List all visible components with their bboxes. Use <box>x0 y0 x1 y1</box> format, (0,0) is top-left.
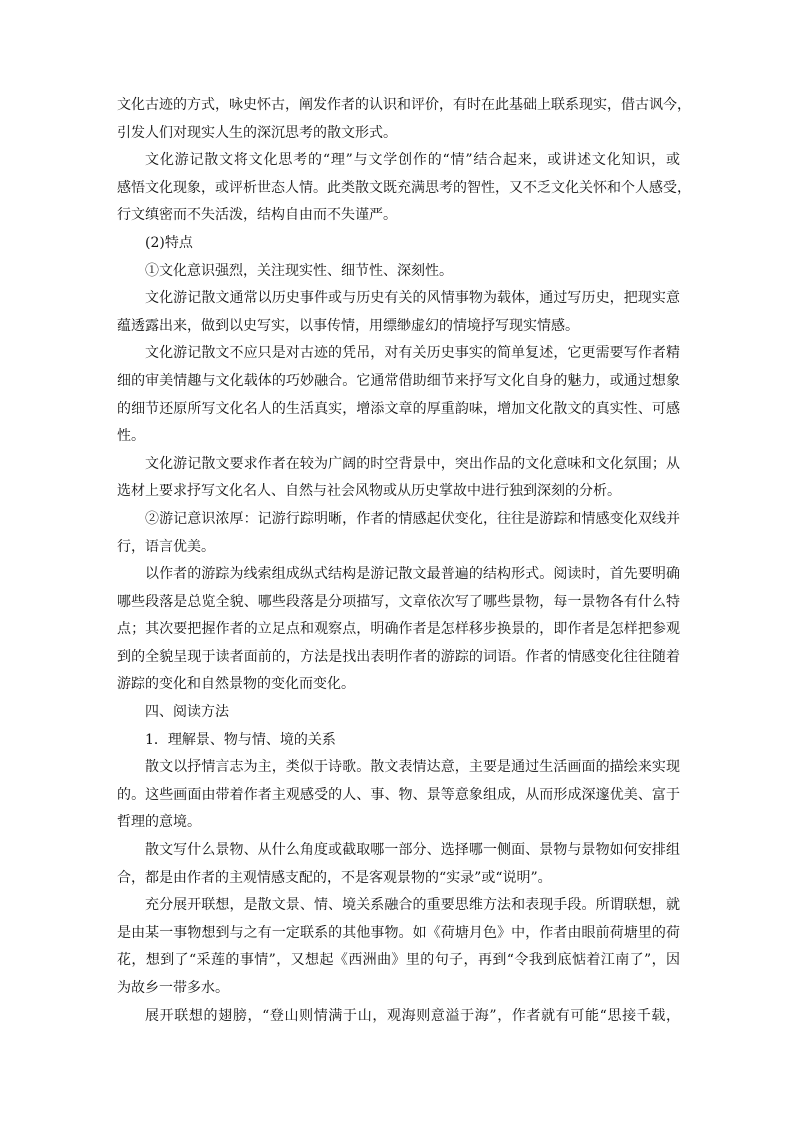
text-line: 文化游记散文要求作者在较为广阔的时空背景中，突出作品的文化意味和文化氛围；从 <box>145 455 680 472</box>
text-line: 点；其次要把握作者的立足点和观察点，明确作者是怎样移步换景的，即作者是怎样把参观 <box>117 621 680 638</box>
text-line: 合，都是由作者的主观情感支配的，不是客观景物的“实录”或“说明”。 <box>117 869 552 886</box>
text-line: 花，想到了“采莲的事情”，又想起《西洲曲》里的句子，再到“令我到底惦着江南了”，因 <box>117 952 680 969</box>
text-line: 感悟文化现象，或评析世态人情。此类散文既充满思考的智性，又不乏文化关怀和个人感受， <box>117 179 691 196</box>
text-line: 充分展开联想，是散文景、情、境关系融合的重要思维方法和表现手段。所谓联想，就 <box>145 897 680 914</box>
text-line: 性。 <box>117 428 145 445</box>
text-line: ①文化意识强烈，关注现实性、细节性、深刻性。 <box>145 262 453 279</box>
text-line: 是由某一事物想到与之有一定联系的其他事物。如《荷塘月色》中，作者由眼前荷塘里的荷 <box>117 924 680 941</box>
text-line: 1．理解景、物与情、境的关系 <box>145 731 336 748</box>
text-line: 散文写什么景物、从什么角度或截取哪一部分、选择哪一侧面、景物与景物如何安排组 <box>145 842 680 859</box>
text-line: 引发人们对现实人生的深沉思考的散文形式。 <box>117 124 397 141</box>
text-line: 为故乡一带多水。 <box>117 980 229 996</box>
text-line: 的细节还原所写文化名人的生活真实，增添文章的厚重韵味，增加文化散文的真实性、可感 <box>117 400 680 417</box>
text-line: 文化游记散文通常以历史事件或与历史有关的风情事物为载体，通过写历史，把现实意 <box>145 290 680 307</box>
text-line: 以作者的游踪为线索组成纵式结构是游记散文最普遍的结构形式。阅读时，首先要明确 <box>145 566 680 583</box>
text-line: 游踪的变化和自然景物的变化而变化。 <box>117 676 355 693</box>
text-line: 行，语言优美。 <box>117 538 215 555</box>
text-line: 四、阅读方法 <box>145 704 229 721</box>
text-line: 哪些段落是总览全貌、哪些段落是分项描写，文章依次写了哪些景物，每一景物各有什么特 <box>117 593 680 610</box>
text-line: 散文以抒情言志为主，类似于诗歌。散文表情达意，主要是通过生活画面的描绘来实现 <box>145 759 680 776</box>
text-line: 展开联想的翅膀，“登山则情满于山，观海则意溢于海”，作者就有可能“思接千载， <box>145 1007 680 1024</box>
text-line: 到的全貌呈现于读者面前的，方法是找出表明作者的游踪的词语。作者的情感变化往往随着 <box>117 648 680 665</box>
text-line: 行文缜密而不失活泼，结构自由而不失谨严。 <box>117 207 397 224</box>
text-line: 细的审美情趣与文化载体的巧妙融合。它通常借助细节来抒写文化自身的魅力，或通过想象 <box>117 372 680 389</box>
text-line: 文化游记散文将文化思考的“理”与文学创作的“情”结合起来，或讲述文化知识，或 <box>145 152 680 169</box>
text-line: (2)特点 <box>145 234 193 251</box>
text-line: 蕴透露出来，做到以史写实，以事传情，用缥缈虚幻的情境抒写现实情感。 <box>117 317 579 334</box>
text-line: 文化古迹的方式，咏史怀古，阐发作者的认识和评价，有时在此基础上联系现实，借古讽今， <box>117 97 691 113</box>
text-line: 哲理的意境。 <box>117 814 201 831</box>
text-line: 文化游记散文不应只是对古迹的凭吊，对有关历史事实的简单复述，它更需要写作者精 <box>145 345 680 362</box>
text-line: ②游记意识浓厚：记游行踪明晰，作者的情感起伏变化，往往是游踪和情感变化双线并 <box>145 510 680 527</box>
document-body <box>117 92 691 1030</box>
text-line: 的。这些画面由带着作者主观感受的人、事、物、景等意象组成，从而形成深邃优美、富于 <box>117 786 680 803</box>
text-line: 选材上要求抒写文化名人、自然与社会风物或从历史掌故中进行独到深刻的分析。 <box>117 483 621 500</box>
